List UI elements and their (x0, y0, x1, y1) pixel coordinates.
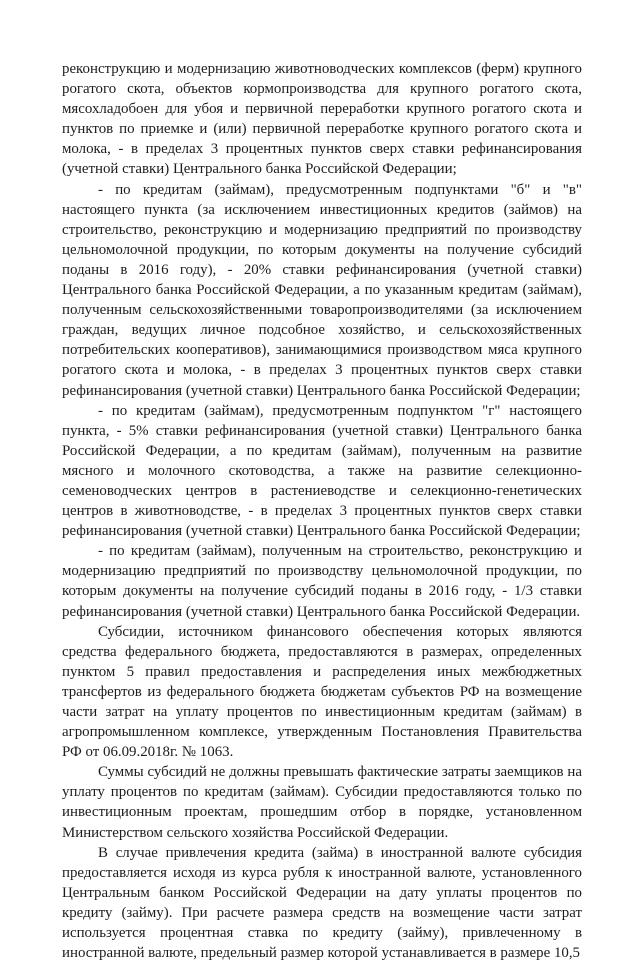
paragraph-dairy-credits: - по кредитам (займам), полученным на строительство, реконструкцию и модернизацию предприятий по производству цельномолочной продукции, по которым документы на получение субсидий поданы в 2016 году, - 1/3 ставки рефинансирования (учетной ставки) Центрального банка Российской Федерации. (62, 543, 582, 620)
paragraph-subsidy-limits: Суммы субсидий не должны превышать фактические затраты заемщиков на уплату процентов по кредитам (займам). Субсидии предоставляются только по инвестиционным проектам, прошедшим отбор в порядке, установленном Министерством сельского хозяйства Российской Федерации. (62, 764, 582, 841)
paragraph-foreign-currency: В случае привлечения кредита (займа) в иностранной валюте субсидия предоставляется исходя из курса рубля к иностранной валюте, установленного Центральным банком Российской Федерации на дату уплаты процентов по кредиту (займу). При расчете размера средств на возмещение части затрат используется процентная ставка по кредиту (займу), привлеченному в иностранной валюте, предельный размер которой устанавливается в размере 10,5 (62, 844, 582, 962)
paragraph-federal-subsidies: Субсидии, источником финансового обеспечения которых являются средства федерального бюджета, предоставляются в размерах, определенных пунктом 5 правил предоставления и распределения иных межбюджетных трансфертов из федерального бюджета бюджетам субъектов РФ на возмещение части затрат на уплату процентов по инвестиционным кредитам (займам) в агропромышленном комплексе, утвержденным Постановления Правительства РФ от 06.09.2018г. № 1063. (62, 623, 582, 761)
document-body (62, 59, 582, 963)
paragraph-credits-b-v: - по кредитам (займам), предусмотренным подпунктами "б" и "в" настоящего пункта (за исключением инвестиционных кредитов (займов) на строительство, реконструкцию и модернизацию предприятий по производству цельномолочной продукции, по которым документы на получение субсидий поданы в 2016 году), - 20% ставки рефинансирования (учетной ставки) Центрального банка Российской Федерации, а по указанным кредитам (займам), полученным сельскохозяйственными товаропроизводителями (за исключением граждан, ведущих личное подсобное хозяйство, и сельскохозяйственных потребительских кооперативов), занимающимися производством мяса крупного рогатого скота и молока, - в пределах 3 процентных пунктов сверх ставки рефинансирования (учетной ставки) Центрального банка Российской Федерации; (62, 181, 582, 399)
paragraph-continuation: реконструкцию и модернизацию животноводческих комплексов (ферм) крупного рогатого скота, объектов кормопроизводства для крупного рогатого скота, мясохладобоен для убоя и первичной переработки крупного рогатого скота и пунктов по приемке и (или) первичной переработке крупного рогатого скота и молока, - в пределах 3 процентных пунктов сверх ставки рефинансирования (учетной ставки) Центрального банка Российской Федерации; (62, 61, 582, 178)
paragraph-credits-g: - по кредитам (займам), предусмотренным подпунктом "г" настоящего пункта, - 5% ставки рефинансирования (учетной ставки) Центрального банка Российской Федерации, а по кредитам (займам), полученным на развитие мясного и молочного скотоводства, а также на развитие селекционно-семеноводческих центров в растениеводстве и селекционно-генетических центров в животноводстве, - в пределах 3 процентных пунктов сверх ставки рефинансирования (учетной ставки) Центрального банка Российской Федерации; (62, 402, 582, 540)
